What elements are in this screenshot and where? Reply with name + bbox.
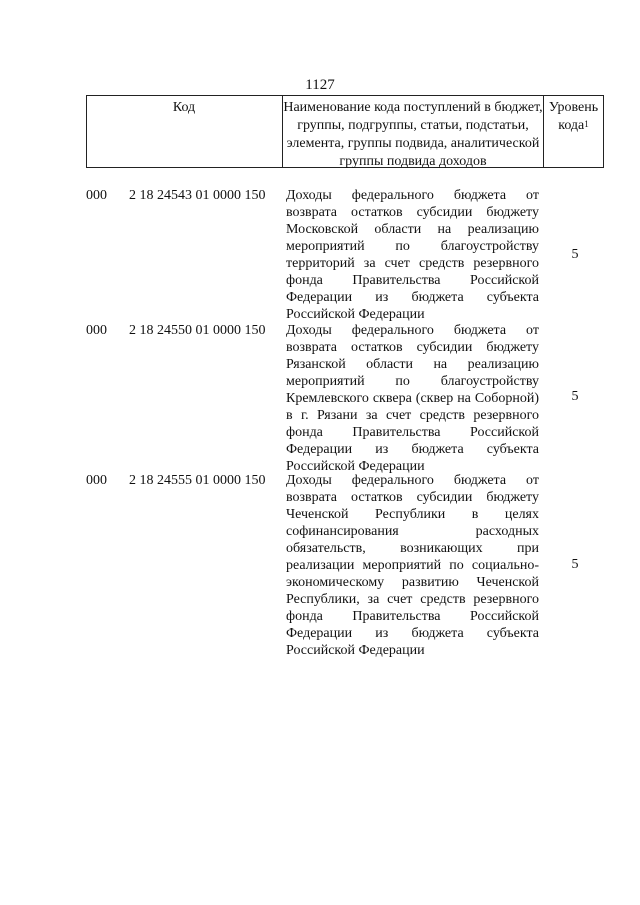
- income-code: 2 18 24543 01 0000 150: [129, 188, 266, 203]
- code-level: 5: [571, 557, 579, 572]
- income-code: 2 18 24555 01 0000 150: [129, 473, 266, 488]
- table-header: [86, 95, 604, 168]
- page-number: 1127: [305, 77, 335, 93]
- income-description: Доходы федерального бюджета от возврата остатков субсидии бюджету Рязанской области на реализацию мероприятий по благоустройству Кремлевского сквера (сквер на Соборной) в г. Рязани за счет средств резервного фонда Правительства Российской Федерации из бюджета субъекта Российской Федерации: [286, 323, 539, 474]
- header-code: Код: [172, 100, 196, 115]
- admin-code: 000: [86, 188, 107, 203]
- header-level: [544, 99, 603, 135]
- header-name: Наименование кода поступлений в бюджет, группы, подгруппы, статьи, подстатьи, элемента, группы подвида, аналитической группы подвида доходов: [283, 100, 543, 169]
- income-description: Доходы федерального бюджета от возврата остатков субсидии бюджету Московской области на реализацию мероприятий по благоустройству территорий за счет средств резервного фонда Правительства Российской Федерации из бюджета субъекта Российской Федерации: [286, 188, 539, 322]
- admin-code: 000: [86, 473, 107, 488]
- header-level-line2: кода: [558, 118, 585, 133]
- income-code: 2 18 24550 01 0000 150: [129, 323, 266, 338]
- header-top-border: [86, 95, 604, 96]
- code-level: 5: [571, 389, 579, 404]
- header-right-border: [603, 95, 604, 168]
- income-description: Доходы федерального бюджета от возврата остатков субсидии бюджету Чеченской Республики в целях софинансирования расходных обязательств, возникающих при реализации мероприятий по социально-экономическому развитию Чеченской Республики, за счет средств резервного фонда Правительства Российской Федерации из бюджета субъекта Российской Федерации: [286, 473, 539, 658]
- admin-code: 000: [86, 323, 107, 338]
- code-level: 5: [571, 247, 579, 262]
- header-level-line1: Уровень: [548, 100, 599, 115]
- header-level-footnote: 1: [584, 119, 589, 129]
